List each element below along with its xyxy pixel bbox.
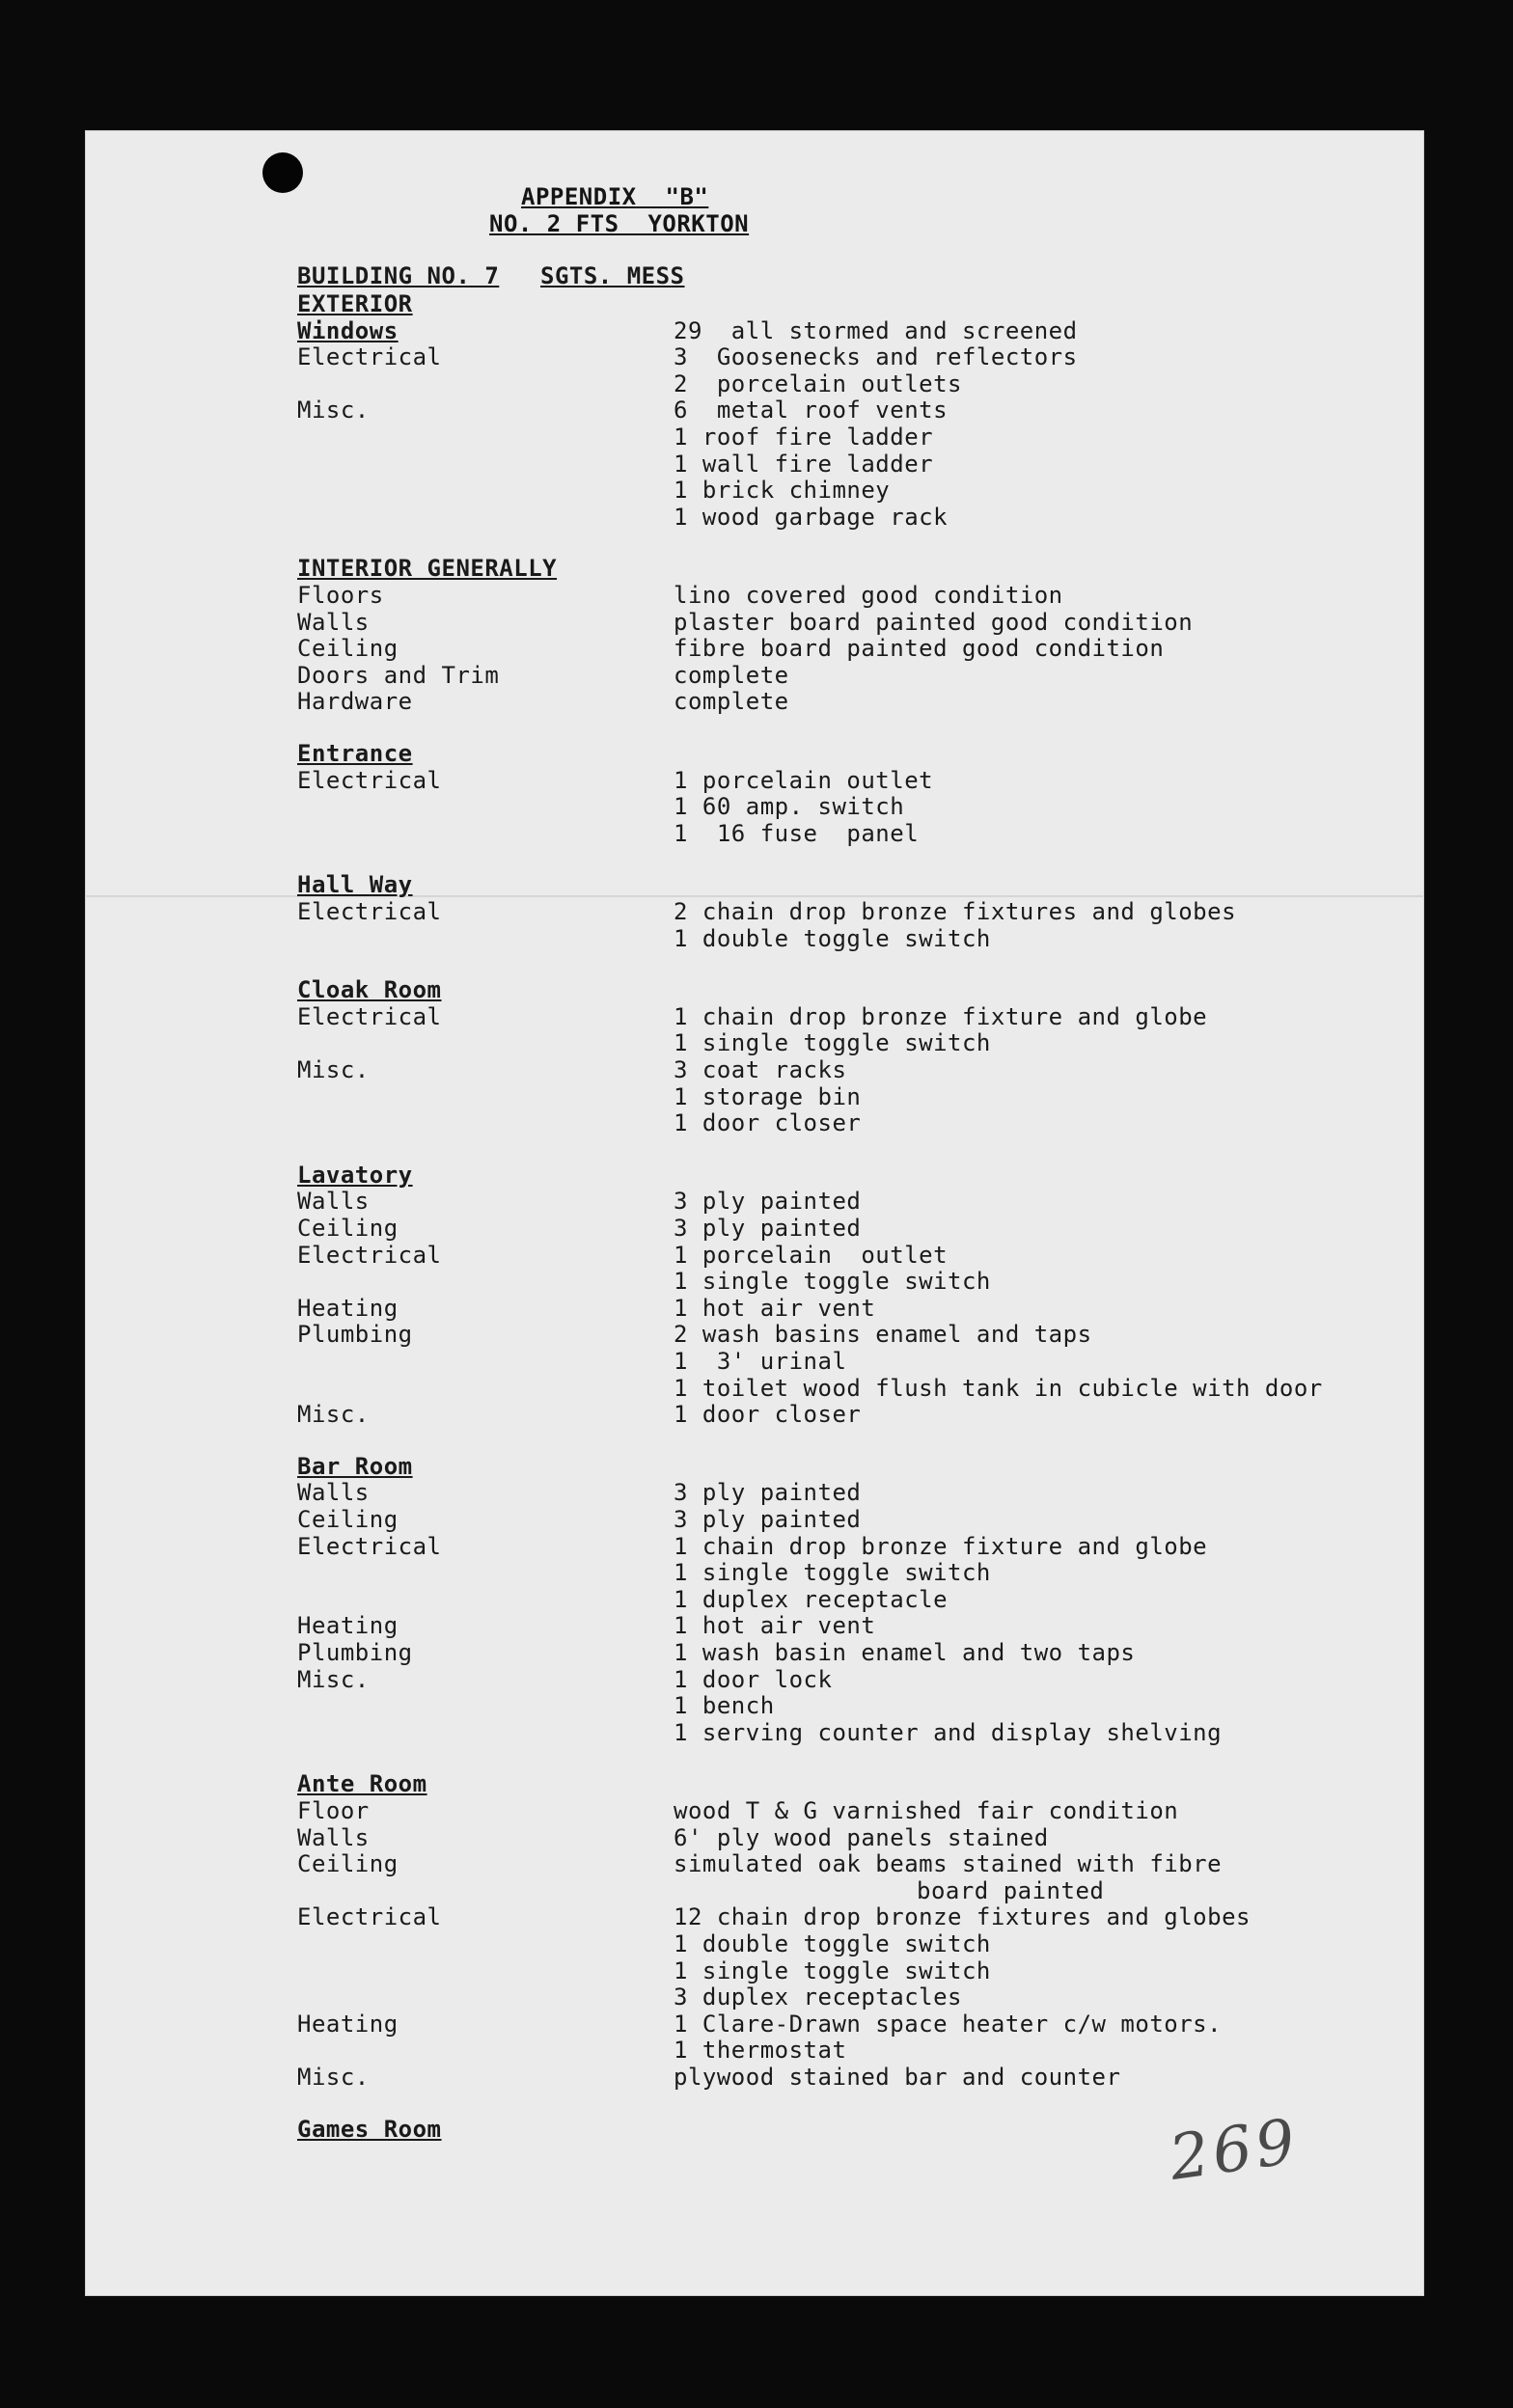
item-value: 1 hot air vent xyxy=(674,1612,876,1639)
item-value: 6 metal roof vents xyxy=(674,397,949,424)
item-value: 1 serving counter and display shelving xyxy=(674,1719,1223,1746)
item-value: 1 single toggle switch xyxy=(674,1268,991,1295)
item-label: Walls xyxy=(297,1188,370,1215)
item-label: Windows xyxy=(297,317,399,344)
item-label: Floor xyxy=(297,1797,370,1824)
item-value: 3 duplex receptacles xyxy=(674,1984,962,2011)
building-number: BUILDING NO. 7 xyxy=(297,262,500,289)
building-name: SGTS. MESS xyxy=(540,262,685,289)
item-value: 1 porcelain outlet xyxy=(674,1242,949,1269)
item-label: Heating xyxy=(297,1612,399,1639)
item-value: 1 door closer xyxy=(674,1109,862,1136)
section-heading: Hall Way xyxy=(297,871,413,898)
item-value: plaster board painted good condition xyxy=(674,609,1194,636)
page-number: 269 xyxy=(1165,2106,1304,2195)
item-value: 1 storage bin xyxy=(674,1083,862,1110)
item-value: 1 16 fuse panel xyxy=(674,820,920,847)
item-value: complete xyxy=(674,662,789,689)
item-value-continued: board painted xyxy=(917,1877,1105,1904)
item-value: wood T & G varnished fair condition xyxy=(674,1797,1179,1824)
item-value: 1 chain drop bronze fixture and globe xyxy=(674,1533,1208,1560)
item-value: 1 brick chimney xyxy=(674,477,891,504)
item-value: 1 thermostat xyxy=(674,2037,847,2064)
item-value: 1 Clare-Drawn space heater c/w motors. xyxy=(674,2011,1223,2038)
fold-line xyxy=(85,895,1424,897)
item-label: Hardware xyxy=(297,688,413,715)
item-value: 3 ply painted xyxy=(674,1506,862,1533)
item-value: fibre board painted good condition xyxy=(674,635,1165,662)
item-label: Misc. xyxy=(297,1401,370,1428)
item-value: complete xyxy=(674,688,789,715)
item-value: 1 roof fire ladder xyxy=(674,424,934,451)
item-label: Ceiling xyxy=(297,635,399,662)
item-label: Plumbing xyxy=(297,1639,413,1666)
punch-hole xyxy=(262,152,303,193)
section-heading: Cloak Room xyxy=(297,976,442,1003)
item-label: Electrical xyxy=(297,1003,442,1030)
item-label: Ceiling xyxy=(297,1215,399,1242)
item-label: Ceiling xyxy=(297,1850,399,1877)
section-heading: Entrance xyxy=(297,740,413,767)
item-value: 1 single toggle switch xyxy=(674,1029,991,1056)
item-value: 1 60 amp. switch xyxy=(674,793,905,820)
item-label: Electrical xyxy=(297,1533,442,1560)
item-value: 3 ply painted xyxy=(674,1215,862,1242)
item-value: 1 door lock xyxy=(674,1666,833,1693)
item-value: plywood stained bar and counter xyxy=(674,2064,1121,2091)
appendix-title: APPENDIX "B" xyxy=(521,183,709,210)
item-value: simulated oak beams stained with fibre xyxy=(674,1850,1223,1877)
item-label: Heating xyxy=(297,2011,399,2038)
item-value: 3 ply painted xyxy=(674,1479,862,1506)
item-value: 1 double toggle switch xyxy=(674,925,991,952)
item-label: Misc. xyxy=(297,397,370,424)
item-value: 1 wall fire ladder xyxy=(674,451,934,478)
item-value: 1 porcelain outlet xyxy=(674,767,934,794)
item-label: Doors and Trim xyxy=(297,662,500,689)
item-value: 1 double toggle switch xyxy=(674,1930,991,1957)
item-label: Electrical xyxy=(297,767,442,794)
section-heading: INTERIOR GENERALLY xyxy=(297,555,558,582)
item-label: Electrical xyxy=(297,898,442,925)
item-label: Ceiling xyxy=(297,1506,399,1533)
item-value: 3 ply painted xyxy=(674,1188,862,1215)
item-value: 1 bench xyxy=(674,1692,775,1719)
item-label: Floors xyxy=(297,582,384,609)
item-value: 29 all stormed and screened xyxy=(674,317,1078,344)
item-label: Walls xyxy=(297,1824,370,1851)
item-value: 1 single toggle switch xyxy=(674,1559,991,1586)
item-label: Misc. xyxy=(297,1056,370,1083)
item-value: 1 wash basin enamel and two taps xyxy=(674,1639,1136,1666)
item-value: 2 chain drop bronze fixtures and globes xyxy=(674,898,1237,925)
station-title: NO. 2 FTS YORKTON xyxy=(489,210,750,237)
item-label: Walls xyxy=(297,1479,370,1506)
item-value: 1 hot air vent xyxy=(674,1295,876,1322)
item-value: 1 single toggle switch xyxy=(674,1957,991,1984)
item-value: 1 door closer xyxy=(674,1401,862,1428)
item-value: 1 duplex receptacle xyxy=(674,1586,949,1613)
item-label: Electrical xyxy=(297,343,442,370)
item-value: lino covered good condition xyxy=(674,582,1063,609)
item-value: 3 Goosenecks and reflectors xyxy=(674,343,1078,370)
item-value: 3 coat racks xyxy=(674,1056,847,1083)
item-label: Electrical xyxy=(297,1903,442,1930)
item-value: 1 chain drop bronze fixture and globe xyxy=(674,1003,1208,1030)
item-label: Electrical xyxy=(297,1242,442,1269)
item-value: 6' ply wood panels stained xyxy=(674,1824,1049,1851)
section-heading: Ante Room xyxy=(297,1770,427,1797)
item-value: 2 porcelain outlets xyxy=(674,370,962,397)
item-value: 2 wash basins enamel and taps xyxy=(674,1321,1092,1348)
item-value: 12 chain drop bronze fixtures and globes xyxy=(674,1903,1251,1930)
item-value: 1 toilet wood flush tank in cubicle with door xyxy=(674,1375,1323,1402)
section-heading: EXTERIOR xyxy=(297,290,413,317)
item-label: Walls xyxy=(297,609,370,636)
item-label: Misc. xyxy=(297,1666,370,1693)
section-heading: Lavatory xyxy=(297,1162,413,1189)
section-heading-struck: Games Room xyxy=(297,2116,442,2143)
item-value: 1 3' urinal xyxy=(674,1348,847,1375)
item-value: 1 wood garbage rack xyxy=(674,504,949,531)
item-label: Misc. xyxy=(297,2064,370,2091)
item-label: Heating xyxy=(297,1295,399,1322)
section-heading: Bar Room xyxy=(297,1453,413,1480)
item-label: Plumbing xyxy=(297,1321,413,1348)
